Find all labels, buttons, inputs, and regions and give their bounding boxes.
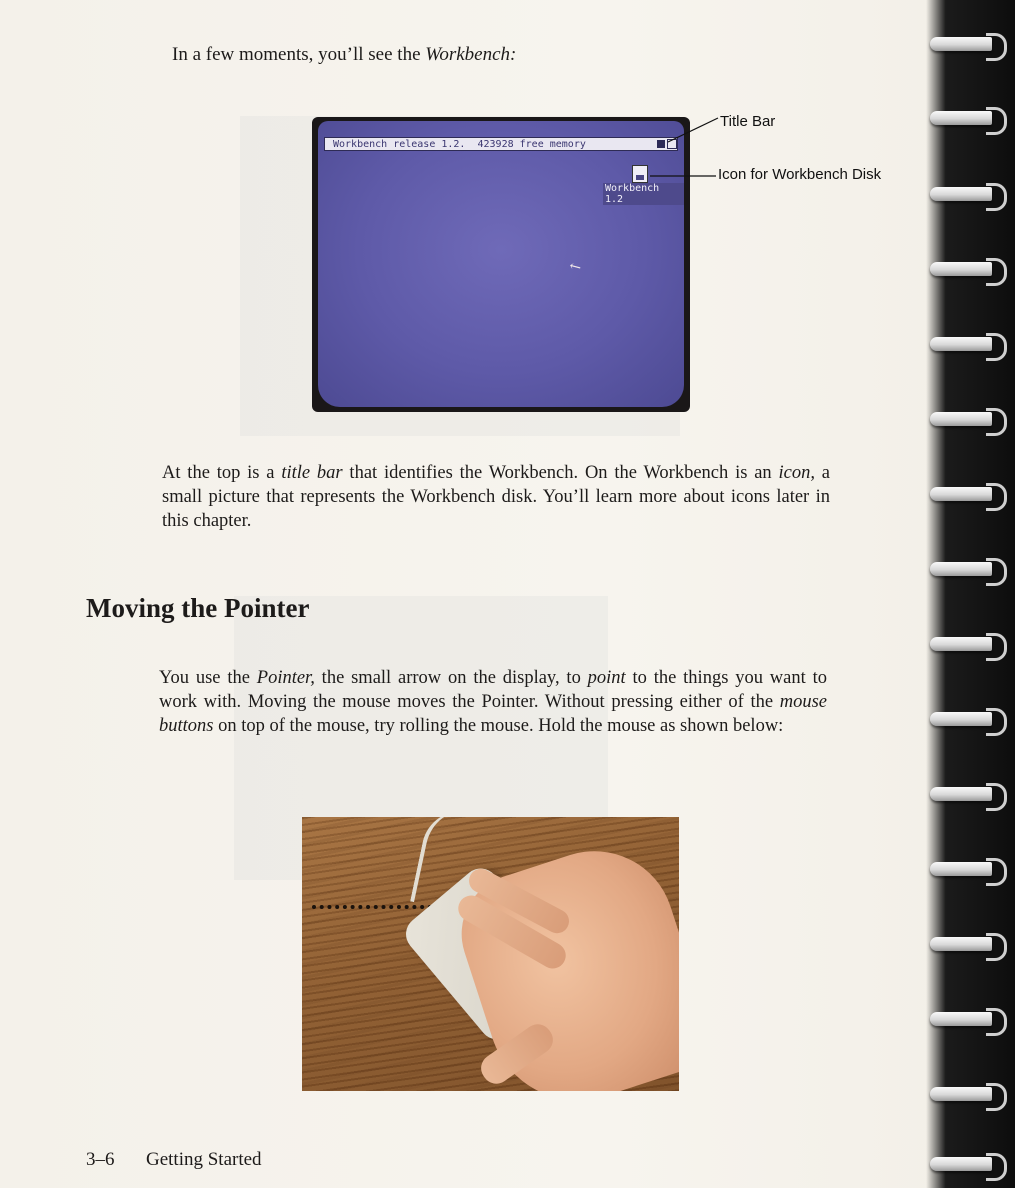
binding-coil xyxy=(930,333,1010,359)
callout-disk-icon: Icon for Workbench Disk xyxy=(718,166,882,183)
binding-coil xyxy=(930,708,1010,734)
disk-icon-label: Workbench 1.2 xyxy=(603,183,684,205)
binding-coil xyxy=(930,1083,1010,1109)
binding-coil xyxy=(930,1008,1010,1034)
workbench-disk-icon xyxy=(632,165,648,183)
workbench-display xyxy=(318,121,684,407)
footer-section-title: Getting Started xyxy=(146,1149,262,1170)
dotted-indicator xyxy=(312,905,432,909)
binding-coil xyxy=(930,783,1010,809)
binding-coil xyxy=(930,183,1010,209)
binding-coil xyxy=(930,558,1010,584)
page-number: 3–6 xyxy=(86,1149,115,1170)
title-bar-text: Workbench release 1.2. 423928 free memory xyxy=(333,139,586,150)
binding-coil xyxy=(930,858,1010,884)
workbench-title-bar xyxy=(324,137,678,151)
paragraph-pointer: You use the Pointer, the small arrow on the display, to point to the things you want to work with. Moving the mouse moves the Pointer. Without pressing either of the mouse buttons on top of the mouse, try rolling the mouse. Hold the mouse as shown below: xyxy=(159,668,827,736)
mouse-hand-photo xyxy=(302,817,679,1091)
depth-gadget-icon xyxy=(656,139,666,149)
binding-coil xyxy=(930,258,1010,284)
binding-coil xyxy=(930,107,1010,133)
binding-coil xyxy=(930,633,1010,659)
binding-coil xyxy=(930,933,1010,959)
binding-coil xyxy=(930,408,1010,434)
intro-text: In a few moments, you’ll see the Workbench: xyxy=(172,44,517,65)
binding-coil xyxy=(930,1153,1010,1179)
pointer-arrow-icon: ↖ xyxy=(567,258,585,277)
depth-gadget-icon xyxy=(667,139,677,149)
binding-coil xyxy=(930,483,1010,509)
paragraph-workbench: At the top is a title bar that identifies the Workbench. On the Workbench is an icon, a small picture that represents the Workbench disk. You’ll learn more about icons later in this chapter. xyxy=(162,463,830,531)
section-heading: Moving the Pointer xyxy=(86,593,310,623)
binding-coil xyxy=(930,33,1010,59)
callout-title-bar: Title Bar xyxy=(720,113,776,130)
workbench-screen-photo xyxy=(312,117,690,412)
